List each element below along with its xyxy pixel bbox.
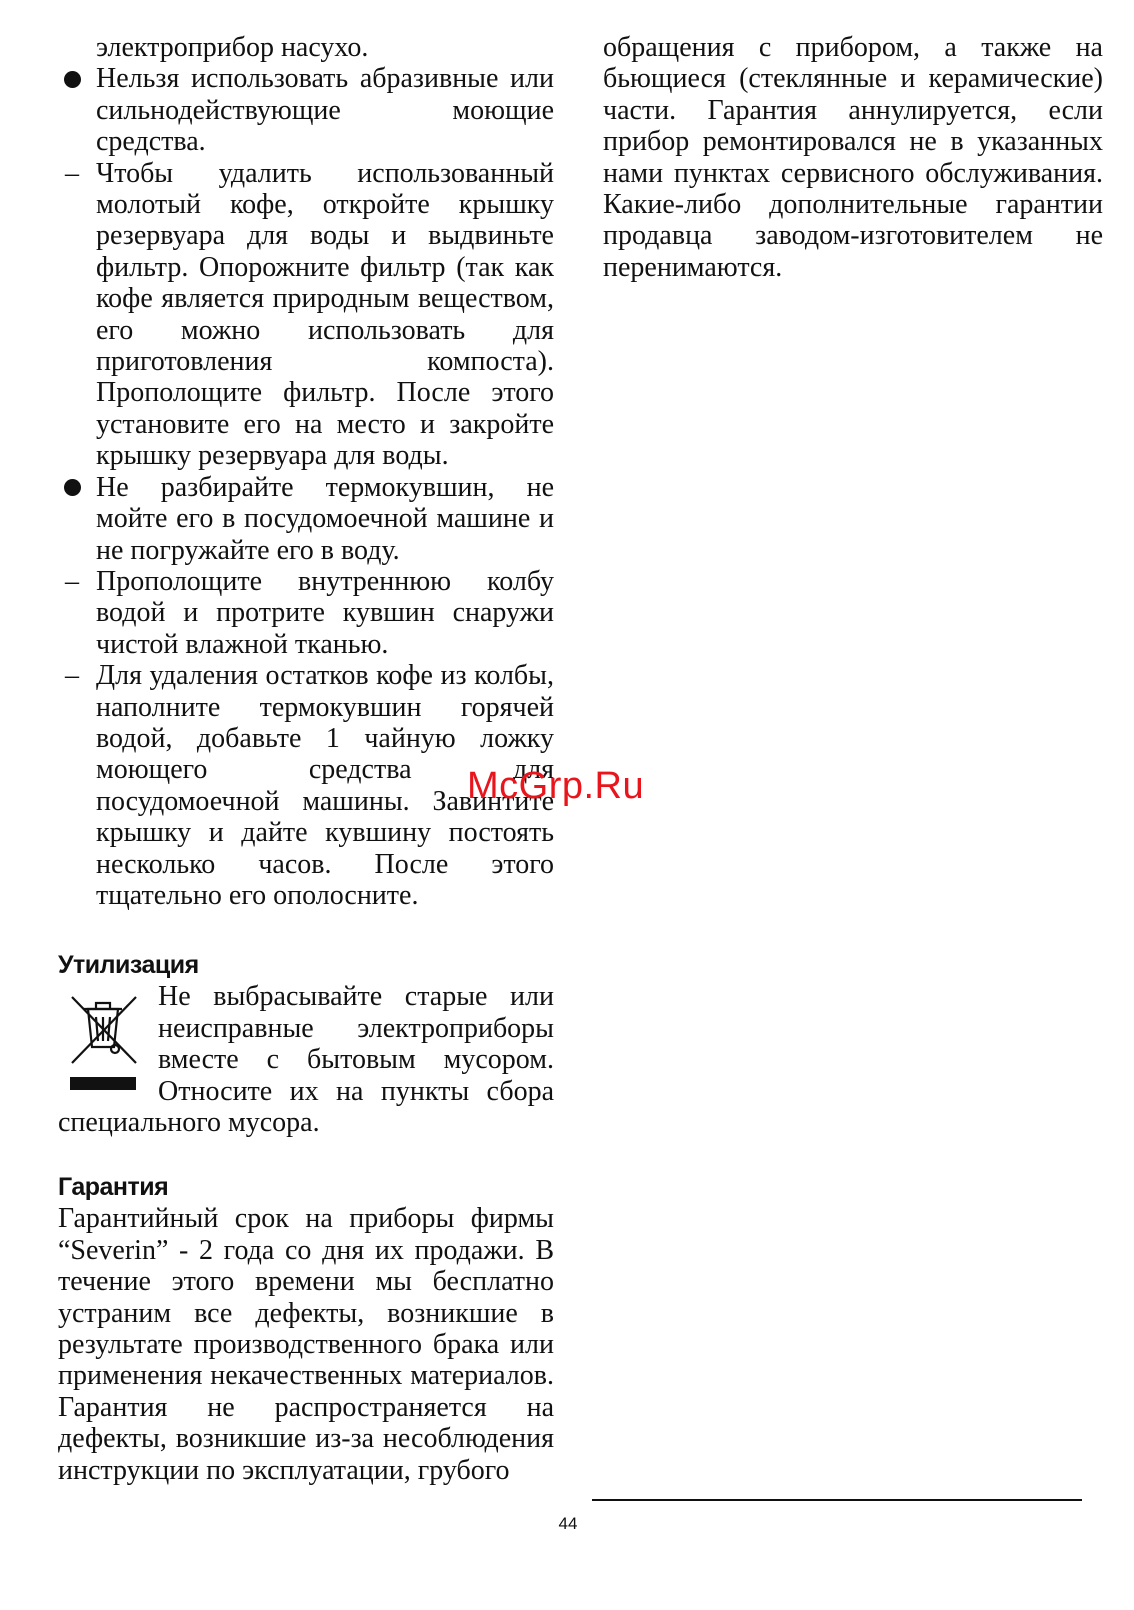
- warranty-heading: Гарантия: [58, 1173, 169, 1202]
- warranty-text: Гарантийный срок на приборы фирмы “Severin” - 2 года со дня их продажи. В течение этого времени мы бесплатно устраним все дефекты, возникшие в результате производственного брака или применения некачественных материалов. Гарантия не распространяется на дефекты, возникшие из-за несоблюдения инструкции по эксплуатации, грубого: [58, 1203, 554, 1486]
- list-item: [58, 32, 554, 63]
- list-item: [58, 566, 554, 660]
- dash-marker: –: [65, 157, 79, 189]
- watermark: McGrp.Ru: [467, 765, 645, 807]
- right-column: [603, 32, 1103, 283]
- list-item-text: Для удаления остатков кофе из колбы, наполните термокувшин горячей водой, добавьте 1 чайную ложку моющего средства для посудомоечной машины. Завинтите крышку и дайте кувшину постоять несколько часов. После этого тщательно его ополосните.: [96, 660, 554, 911]
- crossed-out-wheelie-bin-icon: [58, 985, 150, 1097]
- footer-rule: [592, 1499, 1082, 1501]
- left-column: [58, 32, 554, 1486]
- dash-marker: –: [65, 660, 79, 692]
- disposal-heading: Утилизация: [58, 951, 199, 980]
- list-item: [58, 158, 554, 472]
- list-item: [58, 472, 554, 566]
- list-item-text: электроприбор насухо.: [96, 32, 369, 63]
- disposal-section: [58, 981, 554, 1138]
- list-item-text: Чтобы удалить использованный молотый кофе, откройте крышку резервуара для воды и выдвиньте фильтр. Опорожните фильтр (так как кофе является природным веществом, его можно использовать для приготовления компоста). Прополощите фильтр. После этого установите его на место и закройте крышку резервуара для воды.: [96, 157, 554, 472]
- list-item-text: Нельзя использовать абразивные или сильнодействующие моющие средства.: [96, 63, 554, 158]
- warranty-continued-text: обращения с прибором, а также на бьющиеся (стеклянные и керамические) части. Гарантия аннулируется, если прибор ремонтировался не в указанных нами пунктах сервисного обслуживания. Какие-либо дополнительные гарантии продавца заводом-изготовителем не перенимаются.: [603, 32, 1103, 283]
- dash-marker: –: [65, 565, 79, 597]
- list-item: [58, 63, 554, 157]
- disposal-text: Не выбрасывайте старые или неисправные электроприборы вместе с бытовым мусором. Относите их на пункты сбора специального мусора.: [58, 981, 554, 1138]
- bullet-icon: [58, 63, 86, 94]
- list-item-text: Не разбирайте термокувшин, не мойте его в посудомоечной машине и не погружайте его в воду.: [96, 471, 554, 566]
- list-item-text: Прополощите внутреннюю колбу водой и протрите кувшин снаружи чистой влажной тканью.: [96, 565, 554, 660]
- bullet-icon: [58, 472, 86, 503]
- page-number: 44: [558, 1514, 578, 1533]
